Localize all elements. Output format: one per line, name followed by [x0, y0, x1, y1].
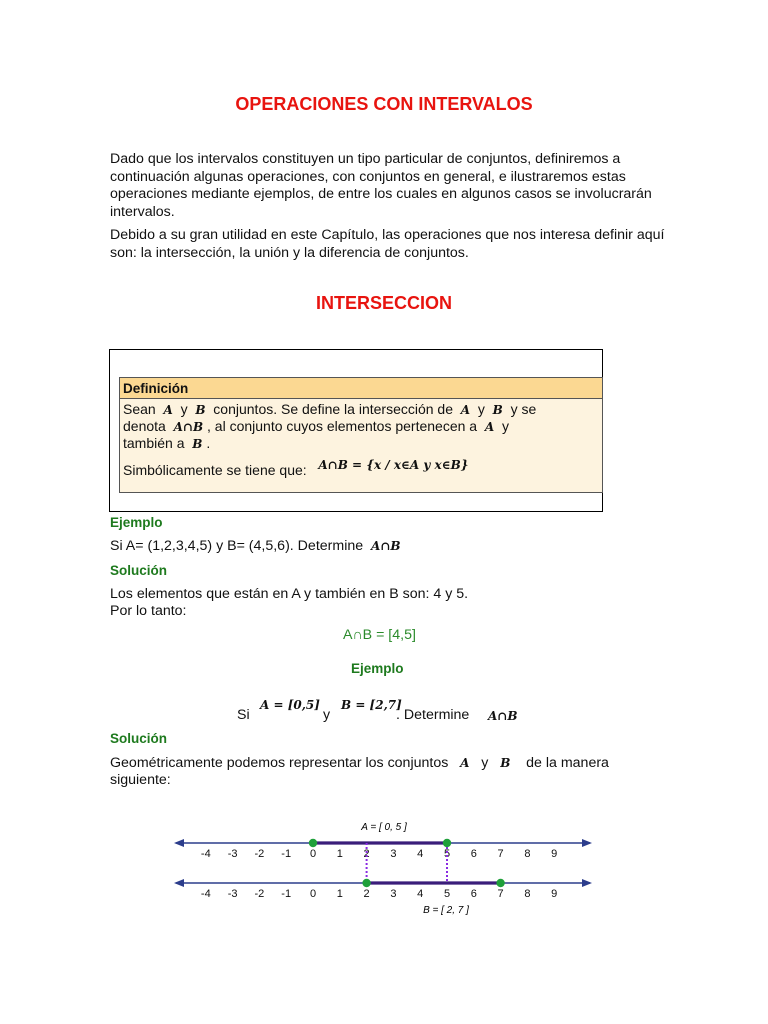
- example-2-si: Si: [237, 707, 250, 723]
- tick-label: -2: [254, 888, 265, 900]
- tick-label: 9: [551, 848, 558, 860]
- tick-label: 3: [390, 848, 397, 860]
- intro-paragraph-1: Dado que los intervalos constituyen un tipo particular de conjuntos, definiremos a continuación algunas operaciones, con conjuntos en general, e ilustraremos estas operaciones mediante ejemplos, de entre los cuales en algunos casos se involucrarán intervalos.: [110, 151, 652, 220]
- tick-label: 4: [417, 848, 424, 860]
- set-b-definition: B = [2,7]: [341, 698, 402, 712]
- tick-label: 7: [497, 848, 504, 860]
- tick-label: 8: [524, 848, 531, 860]
- example-2-y: y: [323, 707, 331, 723]
- tick-label: 4: [417, 888, 424, 900]
- tick-label: -3: [227, 888, 238, 900]
- def-text: y: [477, 401, 485, 417]
- tick-label: -1: [281, 888, 292, 900]
- intersection-formula: A∩B = {x / x∈A y x∈B}: [318, 458, 469, 472]
- def-text: Simbólicamente se tiene que:: [123, 462, 307, 478]
- symbol-a-intersect-b: A∩B: [488, 709, 518, 723]
- example-1-text: [110, 538, 401, 556]
- section-title: INTERSECCION: [315, 293, 452, 313]
- solution-2-text: de la manera: [526, 755, 609, 771]
- def-text: Sean: [123, 401, 156, 417]
- solution-2-line-1: [110, 755, 609, 773]
- solution-1-result: A∩B = [4,5]: [343, 627, 416, 643]
- solution-1-line-1: Los elementos que están en A y también en B son: 4 y 5.: [110, 586, 469, 602]
- tick-label: 2: [363, 848, 370, 860]
- tick-label: 3: [390, 888, 397, 900]
- tick-label: -1: [281, 848, 292, 860]
- def-text: y: [180, 401, 188, 417]
- def-text: y se: [510, 401, 537, 417]
- tick-label: 6: [470, 888, 477, 900]
- symbol-b: B: [492, 403, 503, 417]
- symbol-a-intersect-b: A∩B: [173, 420, 204, 434]
- symbol-b: B: [192, 437, 203, 451]
- example-1-label: Ejemplo: [110, 515, 163, 530]
- def-text: .: [206, 435, 211, 451]
- number-line-figure: [0, 800, 768, 930]
- tick-label: 2: [363, 888, 370, 900]
- set-a-label: A = [ 0, 5 ]: [361, 822, 407, 833]
- intro-paragraph-2: Debido a su gran utilidad en este Capítulo, las operaciones que nos interesa definir aquí son: la intersección, la unión y la diferencia de conjuntos.: [110, 227, 665, 261]
- definition-line-4: [123, 458, 469, 480]
- interval-a-endpoint: [443, 839, 451, 847]
- symbol-b: B: [500, 756, 511, 770]
- solution-2-line-2: siguiente:: [110, 772, 171, 788]
- tick-label: 5: [443, 888, 451, 900]
- definition-box: [119, 377, 603, 493]
- symbol-a: A: [460, 403, 471, 417]
- tick-label: -4: [200, 848, 211, 860]
- def-text: también a: [123, 435, 185, 451]
- tick-label: 8: [524, 888, 531, 900]
- symbol-a: A: [163, 403, 173, 417]
- arrow-left-icon: [174, 879, 184, 887]
- tick-label: 0: [309, 848, 317, 860]
- def-text: , al conjunto cuyos elementos pertenecen a: [207, 418, 478, 434]
- arrow-left-icon: [174, 839, 184, 847]
- symbol-b: B: [195, 403, 206, 417]
- tick-label: 9: [551, 888, 558, 900]
- solution-2-text: y: [481, 755, 489, 771]
- symbol-a-intersect-b: A∩B: [371, 539, 401, 553]
- solution-1-line-2: Por lo tanto:: [110, 603, 187, 619]
- arrow-right-icon: [582, 839, 592, 847]
- def-text: y: [501, 418, 509, 434]
- solution-1-label: Solución: [110, 563, 167, 578]
- definition-line-2: [123, 418, 509, 436]
- example-2-determine: . Determine: [396, 707, 470, 723]
- interval-b-endpoint: [362, 879, 370, 887]
- def-text: conjuntos. Se define la intersección de: [213, 401, 454, 417]
- tick-label: 7: [497, 888, 504, 900]
- interval-a-endpoint: [309, 839, 317, 847]
- solution-2-label: Solución: [110, 731, 167, 746]
- interval-b-endpoint: [496, 879, 504, 887]
- definition-line-3: [123, 435, 210, 453]
- tick-label: -2: [254, 848, 265, 860]
- tick-label: -3: [227, 848, 238, 860]
- page-title: OPERACIONES CON INTERVALOS: [235, 94, 533, 114]
- symbol-a: A: [460, 756, 470, 770]
- def-text: denota: [123, 418, 166, 434]
- set-b-label: B = [ 2, 7 ]: [423, 905, 469, 916]
- solution-2-text: Geométricamente podemos representar los conjuntos: [110, 755, 449, 771]
- definition-header: Definición: [120, 378, 602, 399]
- example-2-label: Ejemplo: [351, 661, 404, 676]
- tick-label: -4: [200, 888, 211, 900]
- tick-label: 5: [443, 848, 451, 860]
- set-a-definition: A = [0,5]: [260, 698, 320, 712]
- tick-label: 1: [336, 848, 343, 860]
- tick-label: 0: [309, 888, 317, 900]
- symbol-a: A: [484, 420, 495, 434]
- example-1-statement: Si A= (1,2,3,4,5) y B= (4,5,6). Determine: [110, 538, 364, 554]
- tick-label: 1: [336, 888, 343, 900]
- tick-label: 6: [470, 848, 477, 860]
- definition-line-1: [123, 401, 536, 419]
- arrow-right-icon: [582, 879, 592, 887]
